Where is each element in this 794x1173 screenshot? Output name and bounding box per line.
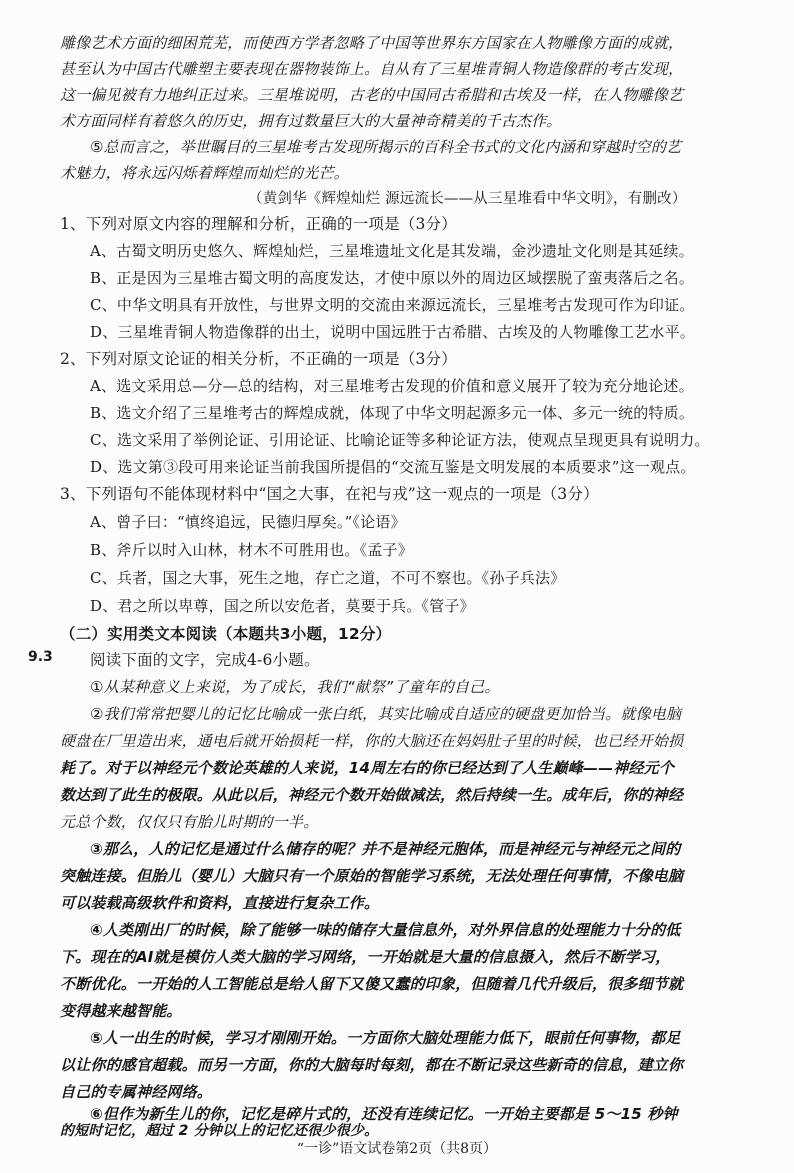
passage2-line: ①从某种意义上来说，为了成长，我们“献祭”了童年的自己。 [90, 678, 500, 696]
question-2-option-c: C、选文采用了举例论证、引用论证、比喻论证等多种论证方法，使观点呈现更具有说明力。 [90, 431, 710, 449]
passage1-line: 甚至认为中国古代雕塑主要表现在器物装饰上。自从有了三星堆青铜人物造像群的考古发现， [60, 60, 684, 78]
question-1-option-b: B、正是因为三星堆古蜀文明的高度发达，才使中原以外的周边区域摆脱了蛮夷落后之名。 [90, 269, 695, 287]
question-2-option-b: B、选文介绍了三星堆考古的辉煌成就，体现了中华文明起源多元一体、多元一统的特质。 [90, 404, 695, 422]
question-3-stem: 3、下列语句不能体现材料中“国之大事，在祀与戎”这一观点的一项是（3分） [60, 485, 599, 503]
question-3-option-a: A、曾子曰：“慎终追远，民德归厚矣。”《论语》 [90, 513, 406, 531]
passage2-line: 的短时记忆，超过 2 分钟以上的记忆还很少很少。 [60, 1123, 379, 1139]
question-3-option-b: B、斧斤以时入山林，材木不可胜用也。《孟子》 [90, 541, 413, 559]
passage2-line: 元总个数，仅仅只有胎儿时期的一半。 [60, 813, 319, 831]
question-1-option-a: A、古蜀文明历史悠久、辉煌灿烂，三星堆遗址文化是其发端，金沙遗址文化则是其延续。 [90, 242, 694, 260]
passage2-line: 可以装载高级软件和资料，直接进行复杂工作。 [60, 894, 380, 912]
passage2-line: 下。现在的AI就是模仿人类大脑的学习网络，一开始就是大量的信息摄入，然后不断学习， [60, 948, 671, 966]
question-2-option-a: A、选文采用总—分—总的结构，对三星堆考古发现的价值和意义展开了较为充分地论述。 [90, 377, 694, 395]
passage2-line: ②我们常常把婴儿的记忆比喻成一张白纸，其实比喻成自适应的硬盘更加恰当。就像电脑 [90, 705, 682, 723]
passage2-line: 不断优化。一开始的人工智能总是给人留下又傻又蠢的印象，但随着几代升级后，很多细节就 [60, 975, 684, 993]
question-3-option-c: C、兵者，国之大事，死生之地，存亡之道，不可不察也。《孙子兵法》 [90, 569, 566, 587]
passage2-line: 变得越来越智能。 [60, 1002, 182, 1020]
question-1-option-c: C、中华文明具有开放性，与世界文明的交流由来源远流长，三星堆考古发现可作为印证。 [90, 296, 695, 314]
question-3-option-d: D、君之所以卑尊，国之所以安危者，莫要于兵。《管子》 [90, 597, 475, 615]
passage2-line: 数达到了此生的极限。从此以后，神经元个数开始做减法，然后持续一生。成年后，你的神经 [60, 786, 684, 804]
passage1-line: 这一偏见被有力地纠正过来。三星堆说明，古老的中国同古希腊和古埃及一样，在人物雕像艺 [60, 86, 684, 104]
section-2-instruction: 阅读下面的文字，完成4-6小题。 [90, 651, 320, 669]
passage1-line: ⑤总而言之，举世瞩目的三星堆考古发现所揭示的百科全书式的文化内涵和穿越时空的艺 [90, 138, 682, 156]
passage1-line: 术魅力，将永远闪烁着辉煌而灿烂的光芒。 [60, 164, 349, 182]
passage2-line: ③那么，人的记忆是通过什么储存的呢？并不是神经元胞体，而是神经元与神经元之间的 [90, 840, 681, 858]
passage2-line: ⑤人一出生的时候，学习才刚刚开始。一方面你大脑处理能力低下，眼前任何事物，都足 [90, 1029, 681, 1047]
passage2-line: 硬盘在厂里造出来，通电后就开始损耗一样，你的大脑还在妈妈肚子里的时候，也已经开始损 [60, 732, 684, 750]
page-footer: “一诊”语文试卷第2页（共8页） [296, 1141, 498, 1157]
passage1-line: 雕像艺术方面的细困荒芜，而使西方学者忽略了中国等世界东方国家在人物雕像方面的成就， [60, 34, 684, 52]
passage2-line: 以让你的感官超载。而另一方面，你的大脑每时每刻，都在不断记录这些新奇的信息，建立你 [60, 1056, 684, 1074]
passage1-line: 术方面同样有着悠久的历史，拥有过数量巨大的大量神奇精美的千古杰作。 [60, 112, 562, 130]
passage2-line: 自己的专属神经网络。 [60, 1083, 213, 1101]
section-2-heading: （二）实用类文本阅读（本题共3小题，12分） [60, 625, 392, 643]
passage1-source: （黄剑华《辉煌灿烂 源远流长——从三星堆看中华文明》，有删改） [248, 191, 687, 207]
question-2-option-d: D、选文第③段可用来论证当前我国所提倡的“交流互鉴是文明发展的本质要求”这一观点。 [90, 458, 696, 476]
passage2-line: 耗了。对于以神经元个数论英雄的人来说，14周左右的你已经达到了人生巅峰——神经元个 [60, 759, 675, 777]
question-2-stem: 2、下列对原文论证的相关分析，不正确的一项是（3分） [60, 350, 457, 368]
question-1-option-d: D、三星堆青铜人物造像群的出土，说明中国远胜于古希腊、古埃及的人物雕像工艺水平。 [90, 323, 696, 341]
question-1-stem: 1、下列对原文内容的理解和分析，正确的一项是（3分） [60, 215, 457, 233]
passage2-line: ④人类刚出厂的时候，除了能够一味的储存大量信息外，对外界信息的处理能力十分的低 [90, 921, 681, 939]
handwritten-score-mark: 9.3 [28, 649, 53, 665]
passage2-line: 突触连接。但胎儿（婴儿）大脑只有一个原始的智能学习系统，无法处理任何事情，不像电脑 [60, 867, 684, 885]
passage2-line: ⑥但作为新生儿的你，记忆是碎片式的，还没有连续记忆。一开始主要都是 5～15 秒钟 [90, 1105, 678, 1123]
